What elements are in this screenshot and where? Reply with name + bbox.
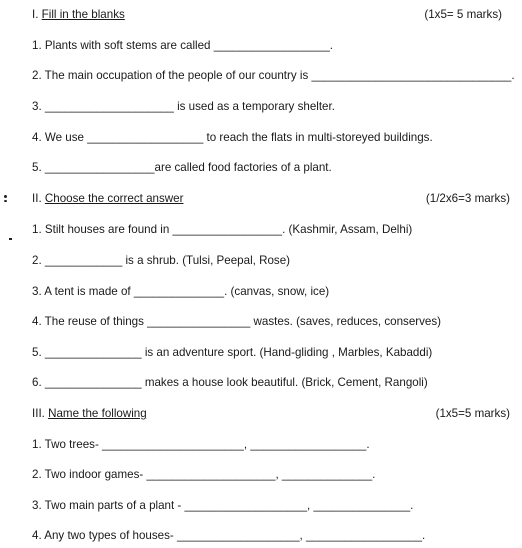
- question-line: 3. Two main parts of a plant - ___________________, _______________.: [32, 499, 414, 512]
- section-3-header: [32, 406, 516, 422]
- question-line: 1. Plants with soft stems are called __________________.: [32, 39, 333, 52]
- section-2-marks: (1/2x6=3 marks): [425, 192, 510, 205]
- section-3-marks: (1x5=5 marks): [435, 407, 510, 420]
- scan-speck: [9, 238, 12, 240]
- question-line: 2. ____________ is a shrub. (Tulsi, Peepal, Rose): [32, 254, 291, 267]
- question-line: 3. A tent is made of ______________. (canvas, snow, ice): [32, 285, 330, 298]
- section-3-prefix: III.: [32, 407, 49, 420]
- scan-speck: [4, 195, 7, 198]
- question-line: 2. The main occupation of the people of our country is _______________________________.: [32, 69, 515, 82]
- section-1-header: [32, 7, 516, 23]
- question-line: 5. _______________ is an adventure sport. (Hand-gliding , Marbles, Kabaddi): [32, 346, 433, 359]
- section-2-header: [32, 191, 516, 207]
- question-line: 4. The reuse of things ________________ wastes. (saves, reduces, conserves): [32, 315, 442, 328]
- question-line: 3. ____________________ is used as a temporary shelter.: [32, 100, 335, 113]
- question-line: 1. Two trees- ______________________, __________________.: [32, 438, 370, 451]
- question-line: 4. Any two types of houses- ___________________, __________________.: [32, 529, 426, 542]
- question-line: 6. _______________ makes a house look beautiful. (Brick, Cement, Rangoli): [32, 376, 428, 389]
- section-3-title: Name the following: [48, 407, 147, 420]
- section-2-prefix: II.: [32, 192, 45, 205]
- scan-speck: [4, 200, 7, 202]
- section-2-title: Choose the correct answer: [44, 192, 184, 205]
- question-line: 4. We use __________________ to reach the flats in multi-storeyed buildings.: [32, 131, 433, 144]
- section-1-marks: (1x5= 5 marks): [424, 8, 502, 21]
- section-1-prefix: I.: [32, 8, 42, 21]
- section-1-title: Fill in the blanks: [41, 8, 125, 21]
- question-line: 1. Stilt houses are found in _________________. (Kashmir, Assam, Delhi): [32, 223, 413, 236]
- question-line: 2. Two indoor games- ____________________, ______________.: [32, 468, 376, 481]
- question-line: 5. _________________are called food factories of a plant.: [32, 161, 332, 174]
